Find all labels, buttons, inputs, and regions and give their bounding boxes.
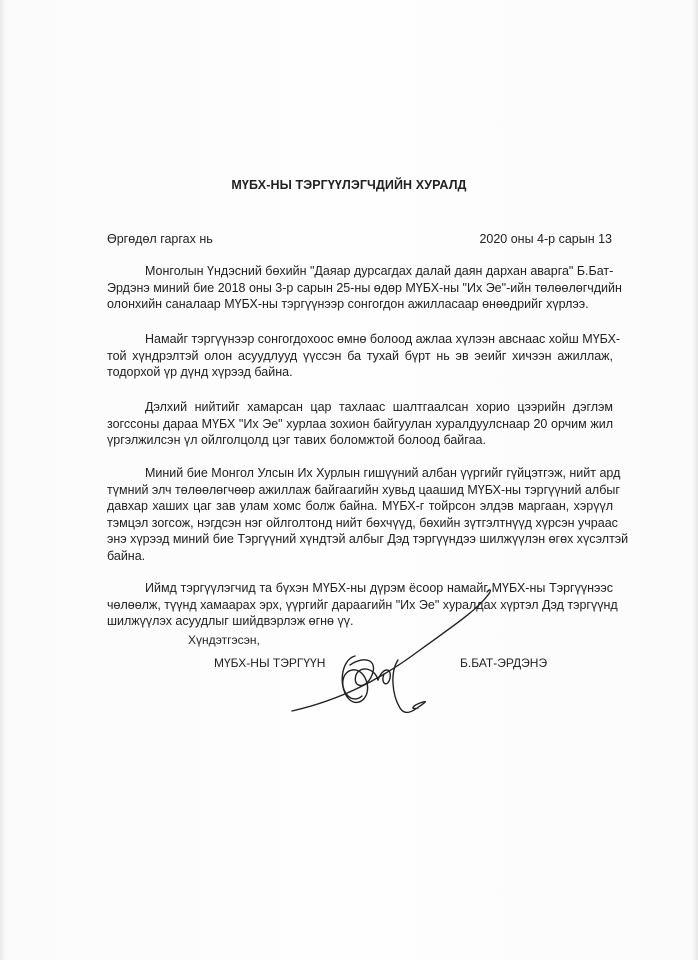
- text-line: чөлөөлж, түүнд хамаарах эрх, үүргийг дараагийн "Их Эе" хуралдах хүртэл Дэд тэргүүнд: [107, 597, 618, 612]
- text-line: Монголын Үндэсний бөхийн "Даяар дурсагдах далай даян дархан аварга" Б.Бат-: [145, 264, 614, 278]
- text-line: Намайг тэргүүнээр сонгогдохоос өмнө болоод ажлаа хүлээн авснаас хойш МҮБХ-: [145, 332, 621, 346]
- text-line: Миний бие Монгол Улсын Их Хурлын гишүүний албан үүргийг гүйцэтгэж, нийт ард: [145, 466, 621, 480]
- text-line: Дэлхий нийтийг хамарсан цар тахлаас шалтгаалсан хорио цээрийн дэглэм: [145, 400, 613, 414]
- sender-label: Өргөдөл гаргах нь: [107, 232, 213, 246]
- text-line: Иймд тэргүүлэгчид та бүхэн МҮБХ-ны дүрэм ёсоор намайг МҮБХ-ны Тэргүүнээс: [145, 581, 613, 595]
- text-line: үргэлжилсэн үл ойлголцолд цэг тавих боломжтой болоод байгаа.: [107, 433, 486, 447]
- text-line: түмний элч төлөөлөгчөөр ажиллаж байгаагийн хувьд цаашид МҮБХ-ны тэргүүний албыг: [107, 482, 620, 497]
- text-line: тэмцэл зогсож, нэгдсэн нэг ойлголтонд нийт бөхчүүд, бөхийн зүтгэлтнүүд хүрсэн учраас: [107, 515, 618, 530]
- text-line: тодорхой үр дүнд хүрээд байна.: [107, 365, 293, 379]
- text-line: энэ хүрээд миний бие Тэргүүний хүндтэй албыг Дэд тэргүүндээ шилжүүлэн өгөх хүсэлтэй: [107, 532, 629, 546]
- signer-position: МҮБХ-НЫ ТЭРГҮҮН: [214, 656, 326, 670]
- closing-salutation: Хүндэтгэсэн,: [188, 633, 260, 647]
- text-line: олонхийн саналаар МҮБХ-ны тэргүүнээр сонгогдон ажилласаар өнөөдрийг хүрлээ.: [107, 297, 589, 311]
- text-line: зогссоны дараа МҮБХ "Их Эе" хурлаа зохион байгуулан хуралдуулснаар 20 орчим жил: [107, 416, 613, 431]
- text-line: давхар хаших цаг зав улам хомс болж байна. МҮБХ-г тойрсон элдэв маргаан, хэрүүл: [107, 499, 613, 513]
- text-line: Эрдэнэ миний бие 2018 оны 3-р сарын 25-ны өдөр МҮБХ-ны "Их Эе"-ийн төлөөлөгчдийн: [107, 280, 622, 295]
- document-date: 2020 оны 4-р сарын 13: [479, 232, 612, 246]
- text-line: той хүндрэлтэй олон асуудлууд үүссэн ба тухай бүрт нь эв эеийг хичээн ажиллаж,: [107, 348, 613, 363]
- text-line: шилжүүлэх асуудлыг шийдвэрлэж өгнө үү.: [107, 614, 354, 628]
- text-line: байна.: [107, 548, 146, 563]
- signer-name: Б.БАТ-ЭРДЭНЭ: [460, 656, 548, 670]
- document-title: МҮБХ-НЫ ТЭРГҮҮЛЭГЧДИЙН ХУРАЛД: [231, 178, 467, 192]
